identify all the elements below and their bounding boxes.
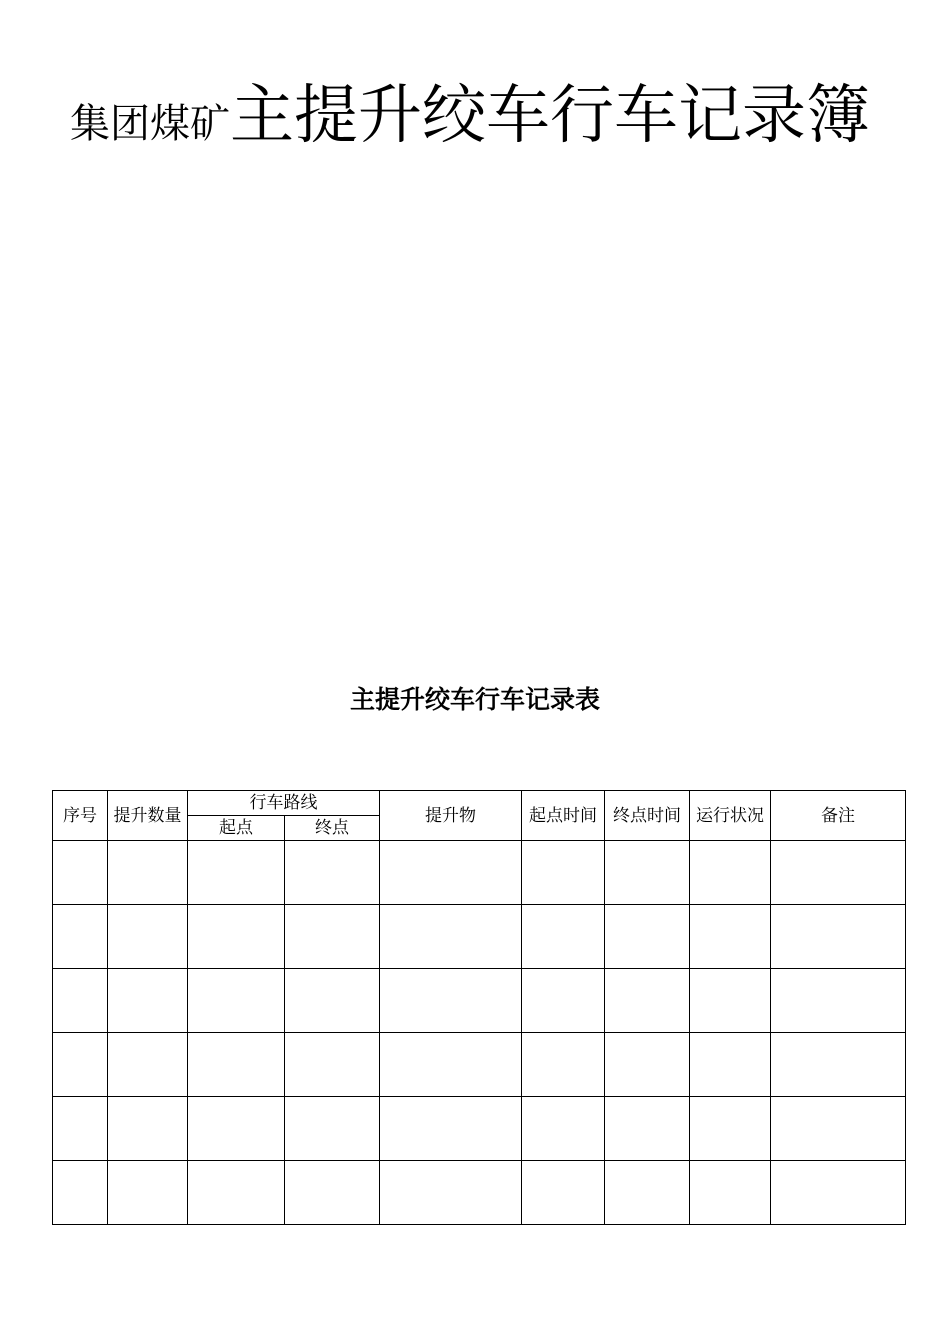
cell-quantity[interactable] xyxy=(108,1033,188,1097)
cell-remarks[interactable] xyxy=(771,1161,906,1225)
cell-start[interactable] xyxy=(188,1033,285,1097)
cell-start-time[interactable] xyxy=(522,1097,605,1161)
cell-start[interactable] xyxy=(188,1097,285,1161)
cell-remarks[interactable] xyxy=(771,905,906,969)
header-cargo: 提升物 xyxy=(380,791,522,841)
cell-end[interactable] xyxy=(285,1033,380,1097)
table-row xyxy=(53,841,906,905)
cell-status[interactable] xyxy=(690,905,771,969)
table-row xyxy=(53,1097,906,1161)
cell-status[interactable] xyxy=(690,1033,771,1097)
cell-start[interactable] xyxy=(188,841,285,905)
cell-status[interactable] xyxy=(690,1161,771,1225)
cell-seq[interactable] xyxy=(53,969,108,1033)
cell-end-time[interactable] xyxy=(605,1161,690,1225)
cell-end[interactable] xyxy=(285,969,380,1033)
cell-end-time[interactable] xyxy=(605,841,690,905)
record-table-body xyxy=(53,841,906,1225)
table-row xyxy=(53,969,906,1033)
header-status: 运行状况 xyxy=(690,791,771,841)
cell-cargo[interactable] xyxy=(380,905,522,969)
header-remarks: 备注 xyxy=(771,791,906,841)
cell-end[interactable] xyxy=(285,1097,380,1161)
cell-end[interactable] xyxy=(285,905,380,969)
cell-seq[interactable] xyxy=(53,1033,108,1097)
cell-status[interactable] xyxy=(690,1097,771,1161)
cell-remarks[interactable] xyxy=(771,841,906,905)
cell-remarks[interactable] xyxy=(771,1033,906,1097)
cell-seq[interactable] xyxy=(53,905,108,969)
cell-start-time[interactable] xyxy=(522,1033,605,1097)
header-quantity: 提升数量 xyxy=(108,791,188,841)
header-route: 行车路线 xyxy=(188,791,380,816)
table-row xyxy=(53,1161,906,1225)
cell-cargo[interactable] xyxy=(380,1033,522,1097)
table-row xyxy=(53,905,906,969)
cell-quantity[interactable] xyxy=(108,905,188,969)
cell-start-time[interactable] xyxy=(522,969,605,1033)
cell-quantity[interactable] xyxy=(108,841,188,905)
header-row-1 xyxy=(53,791,906,816)
record-table xyxy=(52,790,906,1225)
cell-end-time[interactable] xyxy=(605,905,690,969)
header-start-time: 起点时间 xyxy=(522,791,605,841)
cell-quantity[interactable] xyxy=(108,969,188,1033)
cell-start[interactable] xyxy=(188,905,285,969)
cell-seq[interactable] xyxy=(53,1161,108,1225)
cell-start[interactable] xyxy=(188,1161,285,1225)
cell-cargo[interactable] xyxy=(380,841,522,905)
cover-title-main: 主提升绞车行车记录簿 xyxy=(230,79,870,153)
cell-end-time[interactable] xyxy=(605,1097,690,1161)
header-seq: 序号 xyxy=(53,791,108,841)
header-route-start: 起点 xyxy=(188,816,285,841)
header-route-end: 终点 xyxy=(285,816,380,841)
cell-start-time[interactable] xyxy=(522,841,605,905)
cover-title-prefix: 集团煤矿 xyxy=(70,101,230,147)
header-end-time: 终点时间 xyxy=(605,791,690,841)
cell-start-time[interactable] xyxy=(522,1161,605,1225)
cell-start-time[interactable] xyxy=(522,905,605,969)
cell-end-time[interactable] xyxy=(605,1033,690,1097)
cell-remarks[interactable] xyxy=(771,1097,906,1161)
cell-end[interactable] xyxy=(285,841,380,905)
cell-seq[interactable] xyxy=(53,1097,108,1161)
cell-remarks[interactable] xyxy=(771,969,906,1033)
cell-cargo[interactable] xyxy=(380,1097,522,1161)
cell-quantity[interactable] xyxy=(108,1161,188,1225)
cell-end[interactable] xyxy=(285,1161,380,1225)
cell-seq[interactable] xyxy=(53,841,108,905)
cell-start[interactable] xyxy=(188,969,285,1033)
table-title: 主提升绞车行车记录表 xyxy=(349,685,600,714)
cell-status[interactable] xyxy=(690,841,771,905)
table-row xyxy=(53,1033,906,1097)
cell-status[interactable] xyxy=(690,969,771,1033)
cell-cargo[interactable] xyxy=(380,969,522,1033)
cover-title xyxy=(70,78,890,164)
cell-cargo[interactable] xyxy=(380,1161,522,1225)
cell-end-time[interactable] xyxy=(605,969,690,1033)
cell-quantity[interactable] xyxy=(108,1097,188,1161)
